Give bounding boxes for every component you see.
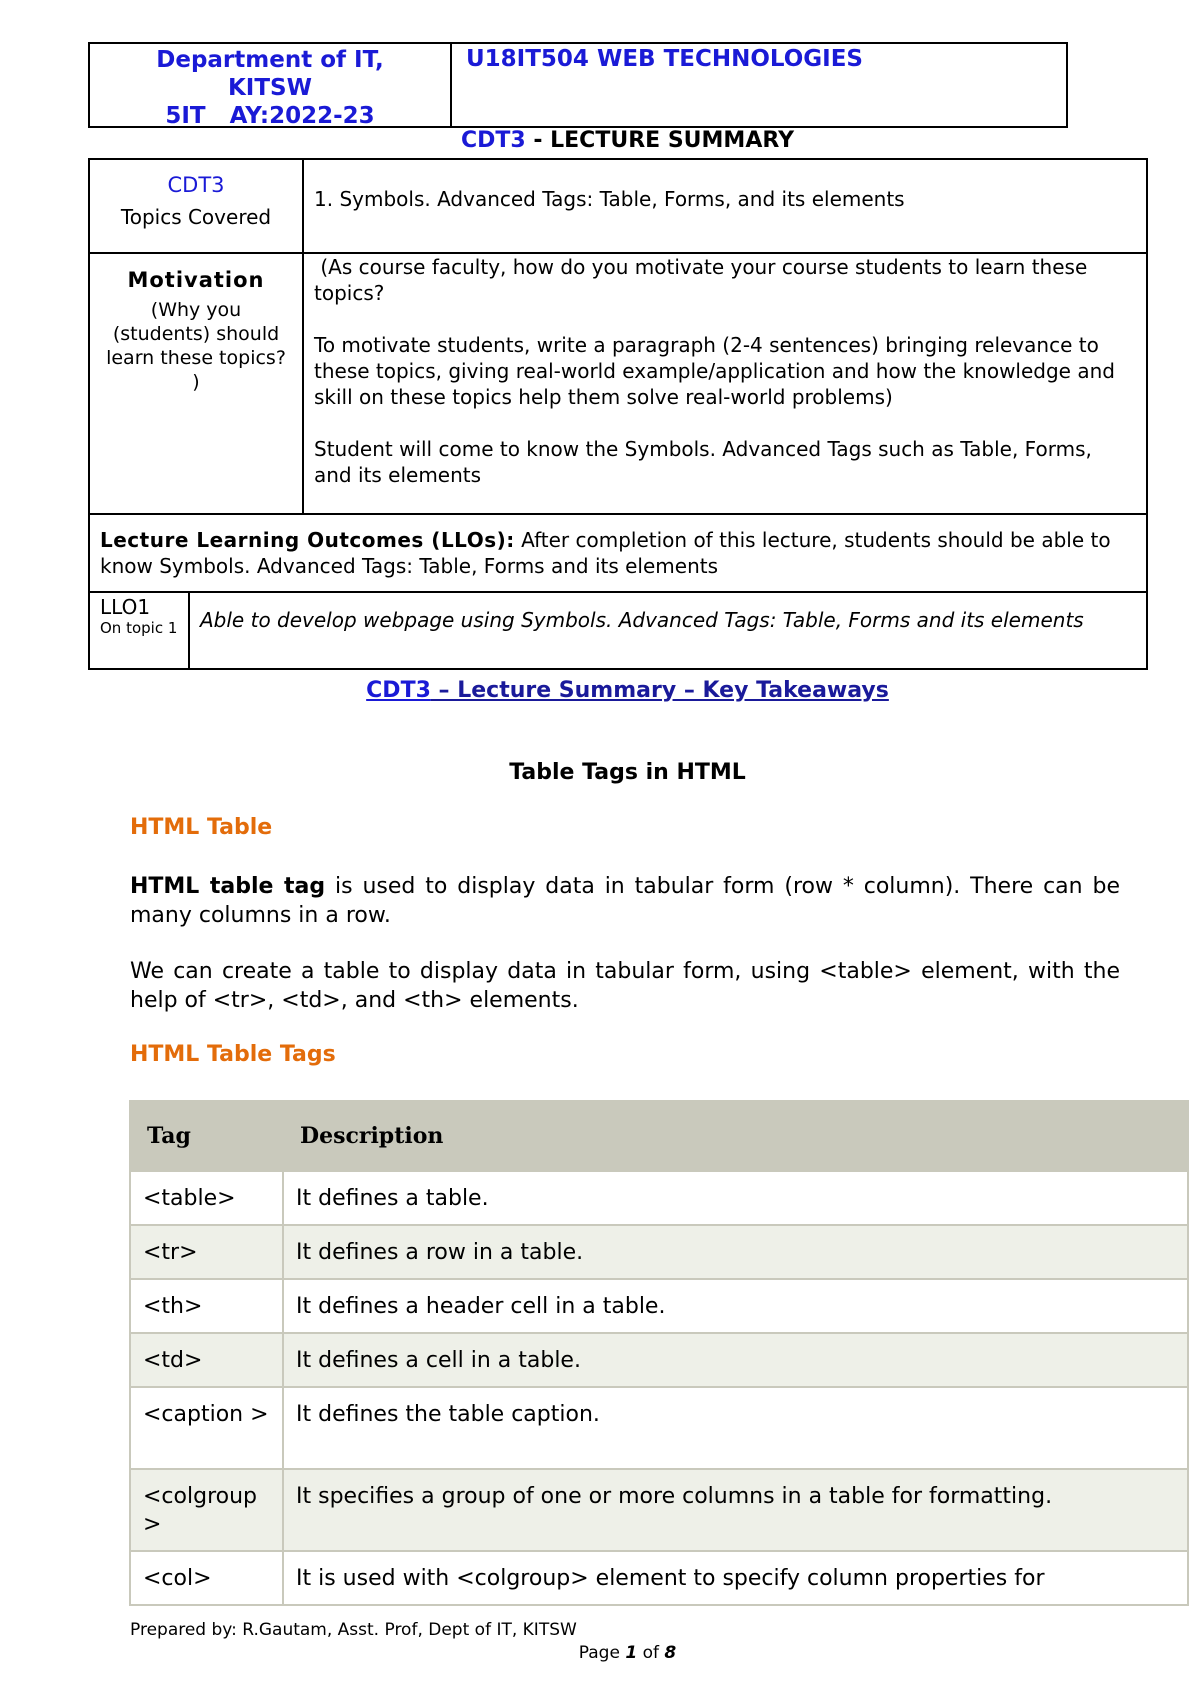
- page-total: 8: [664, 1643, 677, 1663]
- llo1-sub: On topic 1: [100, 619, 178, 637]
- paragraph-1: [130, 872, 1120, 930]
- motivation-p3: Student will come to know the Symbols. Advanced Tags such as Table, Forms, and its elements: [314, 437, 1092, 487]
- motivation-label: Motivation: [127, 268, 265, 292]
- motivation-row: [90, 254, 1146, 515]
- page-prefix: Page: [578, 1643, 626, 1663]
- department-line1: Department of IT,: [156, 47, 384, 73]
- table-row: [130, 1225, 1188, 1279]
- paragraph-1-rest: is used to display data in tabular form (row * column). There can be many columns in a row.: [130, 874, 1120, 928]
- topics-code: CDT3: [167, 173, 225, 197]
- key-takeaways-rest: – Lecture Summary – Key Takeaways: [430, 678, 889, 703]
- tag-cell: <col>: [130, 1551, 283, 1605]
- description-cell: It defines a header cell in a table.: [283, 1279, 1188, 1333]
- lecture-summary-title: [0, 128, 1200, 153]
- description-column-header: Description: [283, 1101, 1188, 1171]
- course-cell: [452, 44, 1066, 126]
- table-row: [130, 1551, 1188, 1605]
- motivation-sub: (Why you (students) should learn these topics? ): [106, 299, 286, 393]
- topics-row: [90, 160, 1146, 254]
- tag-cell: <th>: [130, 1279, 283, 1333]
- description-cell: It specifies a group of one or more columns in a table for formatting.: [283, 1469, 1188, 1551]
- table-row: [130, 1279, 1188, 1333]
- table-row: [130, 1469, 1188, 1551]
- description-cell: It defines the table caption.: [283, 1387, 1188, 1469]
- description-cell: It defines a table.: [283, 1171, 1188, 1225]
- llo-text-cell: [90, 515, 1146, 591]
- header-box: [88, 42, 1068, 128]
- tag-cell: <td>: [130, 1333, 283, 1387]
- tags-table: [129, 1100, 1189, 1606]
- course-title: U18IT504 WEB TECHNOLOGIES: [466, 46, 863, 72]
- table-row: [130, 1171, 1188, 1225]
- lecture-code: CDT3: [460, 128, 526, 153]
- tag-column-header: Tag: [130, 1101, 283, 1171]
- tag-cell: <table>: [130, 1171, 283, 1225]
- table-row: [130, 1387, 1188, 1469]
- department-cell: [90, 44, 452, 129]
- tag-cell: <tr>: [130, 1225, 283, 1279]
- paragraph-1-bold: HTML table tag: [130, 874, 326, 899]
- description-cell: It defines a cell in a table.: [283, 1333, 1188, 1387]
- key-takeaways-code: CDT3: [366, 678, 431, 703]
- html-table-heading: HTML Table: [130, 815, 273, 840]
- page-of: of: [637, 1643, 665, 1663]
- llo1-text: Able to develop webpage using Symbols. Advanced Tags: Table, Forms and its elements: [200, 608, 1084, 632]
- tag-cell: <colgroup >: [130, 1469, 283, 1551]
- tag-cell: <caption >: [130, 1387, 283, 1469]
- department-line2: KITSW: [227, 75, 312, 101]
- summary-table: [88, 158, 1148, 670]
- key-takeaways-title: [0, 678, 1200, 703]
- department-line3: 5IT AY:2022-23: [165, 103, 375, 129]
- motivation-p2: To motivate students, write a paragraph (2-4 sentences) bringing relevance to these topics, giving real-world example/application and how the knowledge and skill on these topics help them solve real-world problems): [314, 333, 1115, 409]
- llo-label: Lecture Learning Outcomes (LLOs):: [100, 528, 515, 552]
- motivation-p1: (As course faculty, how do you motivate your course students to learn these topics?: [314, 255, 1094, 305]
- lecture-title-rest: - LECTURE SUMMARY: [525, 128, 795, 153]
- motivation-cell: [90, 254, 304, 513]
- paragraph-2: We can create a table to display data in tabular form, using <table> element, with the help of <tr>, <td>, and <th> elements.: [130, 959, 1120, 1013]
- llo1-cell: [90, 593, 190, 668]
- tags-table-header: [130, 1101, 1188, 1171]
- motivation-text: [304, 254, 1146, 513]
- page-current: 1: [625, 1643, 638, 1663]
- table-row: [130, 1333, 1188, 1387]
- table-tags-heading: HTML Table Tags: [130, 1042, 336, 1067]
- section-title: Table Tags in HTML: [509, 760, 746, 785]
- prepared-by: Prepared by: R.Gautam, Asst. Prof, Dept of IT, KITSW: [130, 1620, 577, 1640]
- llo-row: [90, 515, 1146, 593]
- topics-cell: [90, 160, 304, 252]
- topics-label: Topics Covered: [120, 205, 272, 229]
- topics-text: 1. Symbols. Advanced Tags: Table, Forms, and its elements: [314, 187, 905, 211]
- description-cell: It is used with <colgroup> element to specify column properties for: [283, 1551, 1188, 1605]
- llo1-row: [90, 593, 1146, 668]
- description-cell: It defines a row in a table.: [283, 1225, 1188, 1279]
- page-number: [0, 1643, 1200, 1663]
- llo-text: After completion of this lecture, students should be able to know Symbols. Advanced Tags: Table, Forms and its elements: [100, 528, 1111, 578]
- llo1-code: LLO1: [100, 595, 151, 619]
